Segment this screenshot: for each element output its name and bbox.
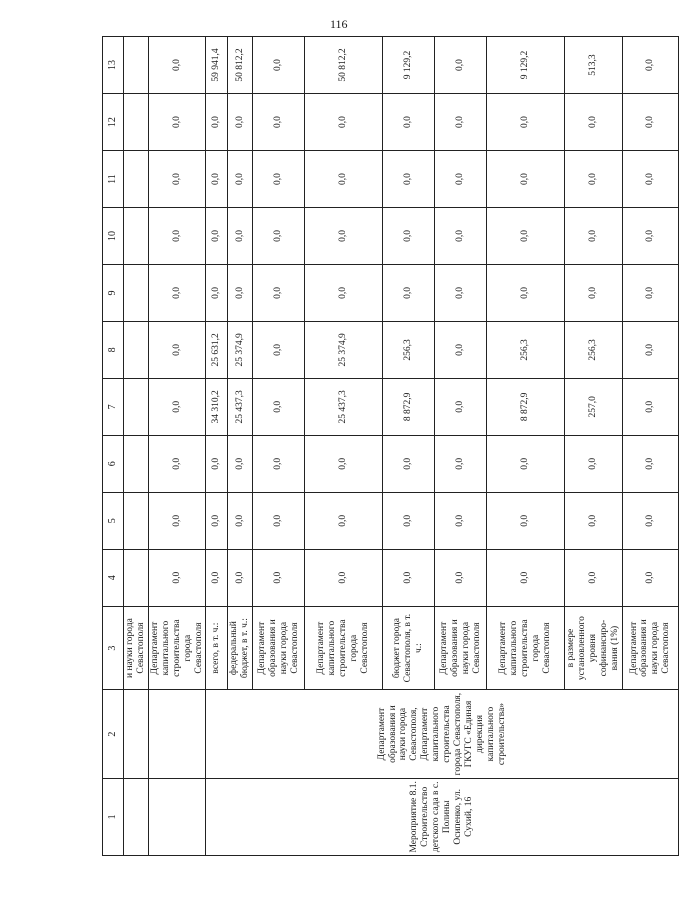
value-cell: 0,0 xyxy=(148,151,206,208)
table-cell xyxy=(124,94,149,151)
value-cell: 0,0 xyxy=(253,435,305,492)
col-header: 11 xyxy=(103,151,124,208)
value-cell: 0,0 xyxy=(565,264,623,321)
value-cell: 0,0 xyxy=(305,435,383,492)
funding-source-cell: Департамент капитального строительства города Севастополя xyxy=(487,606,565,690)
value-cell: 0,0 xyxy=(565,94,623,151)
table-cell xyxy=(148,690,206,778)
value-cell: 0,0 xyxy=(383,208,435,265)
value-cell: 25 437,3 xyxy=(228,378,253,435)
table-cell xyxy=(124,151,149,208)
value-cell: 0,0 xyxy=(383,549,435,606)
value-cell: 0,0 xyxy=(435,492,487,549)
value-cell: 0,0 xyxy=(228,151,253,208)
value-cell: 0,0 xyxy=(622,264,678,321)
value-cell: 0,0 xyxy=(148,37,206,94)
value-cell: 0,0 xyxy=(228,549,253,606)
value-cell: 0,0 xyxy=(253,264,305,321)
value-cell: 34 310,2 xyxy=(206,378,228,435)
value-cell: 0,0 xyxy=(435,208,487,265)
value-cell: 0,0 xyxy=(305,264,383,321)
value-cell: 256,3 xyxy=(487,321,565,378)
value-cell: 0,0 xyxy=(305,208,383,265)
col-header: 7 xyxy=(103,378,124,435)
value-cell: 257,0 xyxy=(565,378,623,435)
funding-source-cell: федеральный бюджет, в т. ч.: xyxy=(228,606,253,690)
col-header: 4 xyxy=(103,549,124,606)
value-cell: 25 374,9 xyxy=(305,321,383,378)
value-cell: 0,0 xyxy=(565,492,623,549)
value-cell: 50 812,2 xyxy=(228,37,253,94)
value-cell: 0,0 xyxy=(305,94,383,151)
value-cell: 8 872,9 xyxy=(383,378,435,435)
value-cell: 0,0 xyxy=(565,549,623,606)
value-cell: 25 631,2 xyxy=(206,321,228,378)
value-cell: 0,0 xyxy=(383,435,435,492)
value-cell: 0,0 xyxy=(228,435,253,492)
value-cell: 0,0 xyxy=(206,264,228,321)
table-cell xyxy=(124,492,149,549)
col-header: 6 xyxy=(103,435,124,492)
funding-source-cell: всего, в т. ч.: xyxy=(206,606,228,690)
value-cell: 0,0 xyxy=(206,94,228,151)
value-cell: 59 941,4 xyxy=(206,37,228,94)
value-cell: 0,0 xyxy=(435,321,487,378)
value-cell: 0,0 xyxy=(383,94,435,151)
value-cell: 0,0 xyxy=(622,208,678,265)
value-cell: 0,0 xyxy=(253,321,305,378)
value-cell: 0,0 xyxy=(487,435,565,492)
value-cell: 0,0 xyxy=(383,151,435,208)
value-cell: 0,0 xyxy=(148,264,206,321)
rotated-table-container xyxy=(102,36,672,856)
col-header: 2 xyxy=(103,690,124,778)
table-cell xyxy=(124,690,149,778)
executor-cell: Департамент образования и науки города Севастополя, Департамент капитального строительства города Севастополя, ГКУГС «Единая дирекция капитального строительства» xyxy=(206,690,678,778)
col-header: 8 xyxy=(103,321,124,378)
funding-source-cell: Департамент образования и науки города Севастополя xyxy=(435,606,487,690)
value-cell: 0,0 xyxy=(622,37,678,94)
value-cell: 0,0 xyxy=(253,151,305,208)
value-cell: 256,3 xyxy=(565,321,623,378)
value-cell: 0,0 xyxy=(148,321,206,378)
value-cell: 0,0 xyxy=(253,208,305,265)
budget-table-wrapper xyxy=(102,36,672,856)
value-cell: 0,0 xyxy=(383,264,435,321)
funding-source-cell: в размере установленного уровня софинансиро-вания (1%) xyxy=(565,606,623,690)
value-cell: 0,0 xyxy=(622,151,678,208)
funding-source-cell: Департамент образования и науки города Севастополя xyxy=(253,606,305,690)
value-cell: 256,3 xyxy=(383,321,435,378)
value-cell: 0,0 xyxy=(253,94,305,151)
value-cell: 0,0 xyxy=(622,378,678,435)
value-cell: 0,0 xyxy=(435,94,487,151)
col-header: 10 xyxy=(103,208,124,265)
value-cell: 0,0 xyxy=(487,94,565,151)
value-cell: 25 437,3 xyxy=(305,378,383,435)
value-cell: 0,0 xyxy=(253,492,305,549)
value-cell: 0,0 xyxy=(206,151,228,208)
value-cell: 0,0 xyxy=(253,378,305,435)
col-header: 1 xyxy=(103,778,124,855)
value-cell: 0,0 xyxy=(206,208,228,265)
table-cell xyxy=(124,208,149,265)
table-cell xyxy=(124,378,149,435)
value-cell: 0,0 xyxy=(487,492,565,549)
col-header: 3 xyxy=(103,606,124,690)
table-cell xyxy=(124,264,149,321)
value-cell: 0,0 xyxy=(565,151,623,208)
funding-source-cell: бюджет города Севастополя, в т. ч.: xyxy=(383,606,435,690)
value-cell: 0,0 xyxy=(487,151,565,208)
value-cell: 50 812,2 xyxy=(305,37,383,94)
value-cell: 8 872,9 xyxy=(487,378,565,435)
value-cell: 0,0 xyxy=(305,549,383,606)
budget-table xyxy=(102,36,679,856)
value-cell: 0,0 xyxy=(305,492,383,549)
col-header: 9 xyxy=(103,264,124,321)
value-cell: 513,3 xyxy=(565,37,623,94)
measure-name-cell: Мероприятие 8.1. Строительство детского сада в с. Полины Осипенко, ул. Сухий, 16 xyxy=(206,778,678,855)
header-row xyxy=(103,37,124,856)
table-cell xyxy=(148,778,206,855)
value-cell: 0,0 xyxy=(228,264,253,321)
table-cell xyxy=(124,549,149,606)
table-cell xyxy=(124,778,149,855)
table-cell xyxy=(124,37,149,94)
value-cell: 0,0 xyxy=(487,208,565,265)
value-cell: 0,0 xyxy=(383,492,435,549)
value-cell: 0,0 xyxy=(435,151,487,208)
value-cell: 0,0 xyxy=(206,492,228,549)
value-cell: 0,0 xyxy=(148,208,206,265)
col-header: 13 xyxy=(103,37,124,94)
value-cell: 0,0 xyxy=(228,492,253,549)
value-cell: 0,0 xyxy=(305,151,383,208)
table-cell: и науки города Севастополя xyxy=(124,606,149,690)
value-cell: 0,0 xyxy=(622,94,678,151)
value-cell: 0,0 xyxy=(622,435,678,492)
value-cell: 0,0 xyxy=(253,549,305,606)
value-cell: 0,0 xyxy=(148,378,206,435)
value-cell: 0,0 xyxy=(622,321,678,378)
table-cell xyxy=(124,435,149,492)
table-cell xyxy=(124,321,149,378)
table-cell: Департамент капитального строительства города Севастополя xyxy=(148,606,206,690)
value-cell: 0,0 xyxy=(148,94,206,151)
value-cell: 0,0 xyxy=(622,549,678,606)
value-cell: 25 374,9 xyxy=(228,321,253,378)
table-row xyxy=(124,37,149,856)
value-cell: 0,0 xyxy=(148,549,206,606)
funding-source-cell: Департамент капитального строительства города Севастополя xyxy=(305,606,383,690)
value-cell: 0,0 xyxy=(206,435,228,492)
value-cell: 0,0 xyxy=(435,378,487,435)
value-cell: 0,0 xyxy=(565,208,623,265)
col-header: 5 xyxy=(103,492,124,549)
value-cell: 0,0 xyxy=(228,94,253,151)
value-cell: 0,0 xyxy=(206,549,228,606)
value-cell: 0,0 xyxy=(565,435,623,492)
value-cell: 0,0 xyxy=(487,264,565,321)
value-cell: 0,0 xyxy=(148,492,206,549)
table-row xyxy=(206,37,228,856)
value-cell: 0,0 xyxy=(228,208,253,265)
value-cell: 0,0 xyxy=(622,492,678,549)
value-cell: 0,0 xyxy=(253,37,305,94)
funding-source-cell: Департамент образования и науки города Севастополя xyxy=(622,606,678,690)
table-row xyxy=(148,37,206,856)
page-number: 116 xyxy=(330,17,348,31)
value-cell: 0,0 xyxy=(487,549,565,606)
value-cell: 0,0 xyxy=(435,264,487,321)
value-cell: 0,0 xyxy=(148,435,206,492)
value-cell: 0,0 xyxy=(435,37,487,94)
value-cell: 0,0 xyxy=(435,549,487,606)
value-cell: 9 129,2 xyxy=(383,37,435,94)
col-header: 12 xyxy=(103,94,124,151)
value-cell: 0,0 xyxy=(435,435,487,492)
value-cell: 9 129,2 xyxy=(487,37,565,94)
